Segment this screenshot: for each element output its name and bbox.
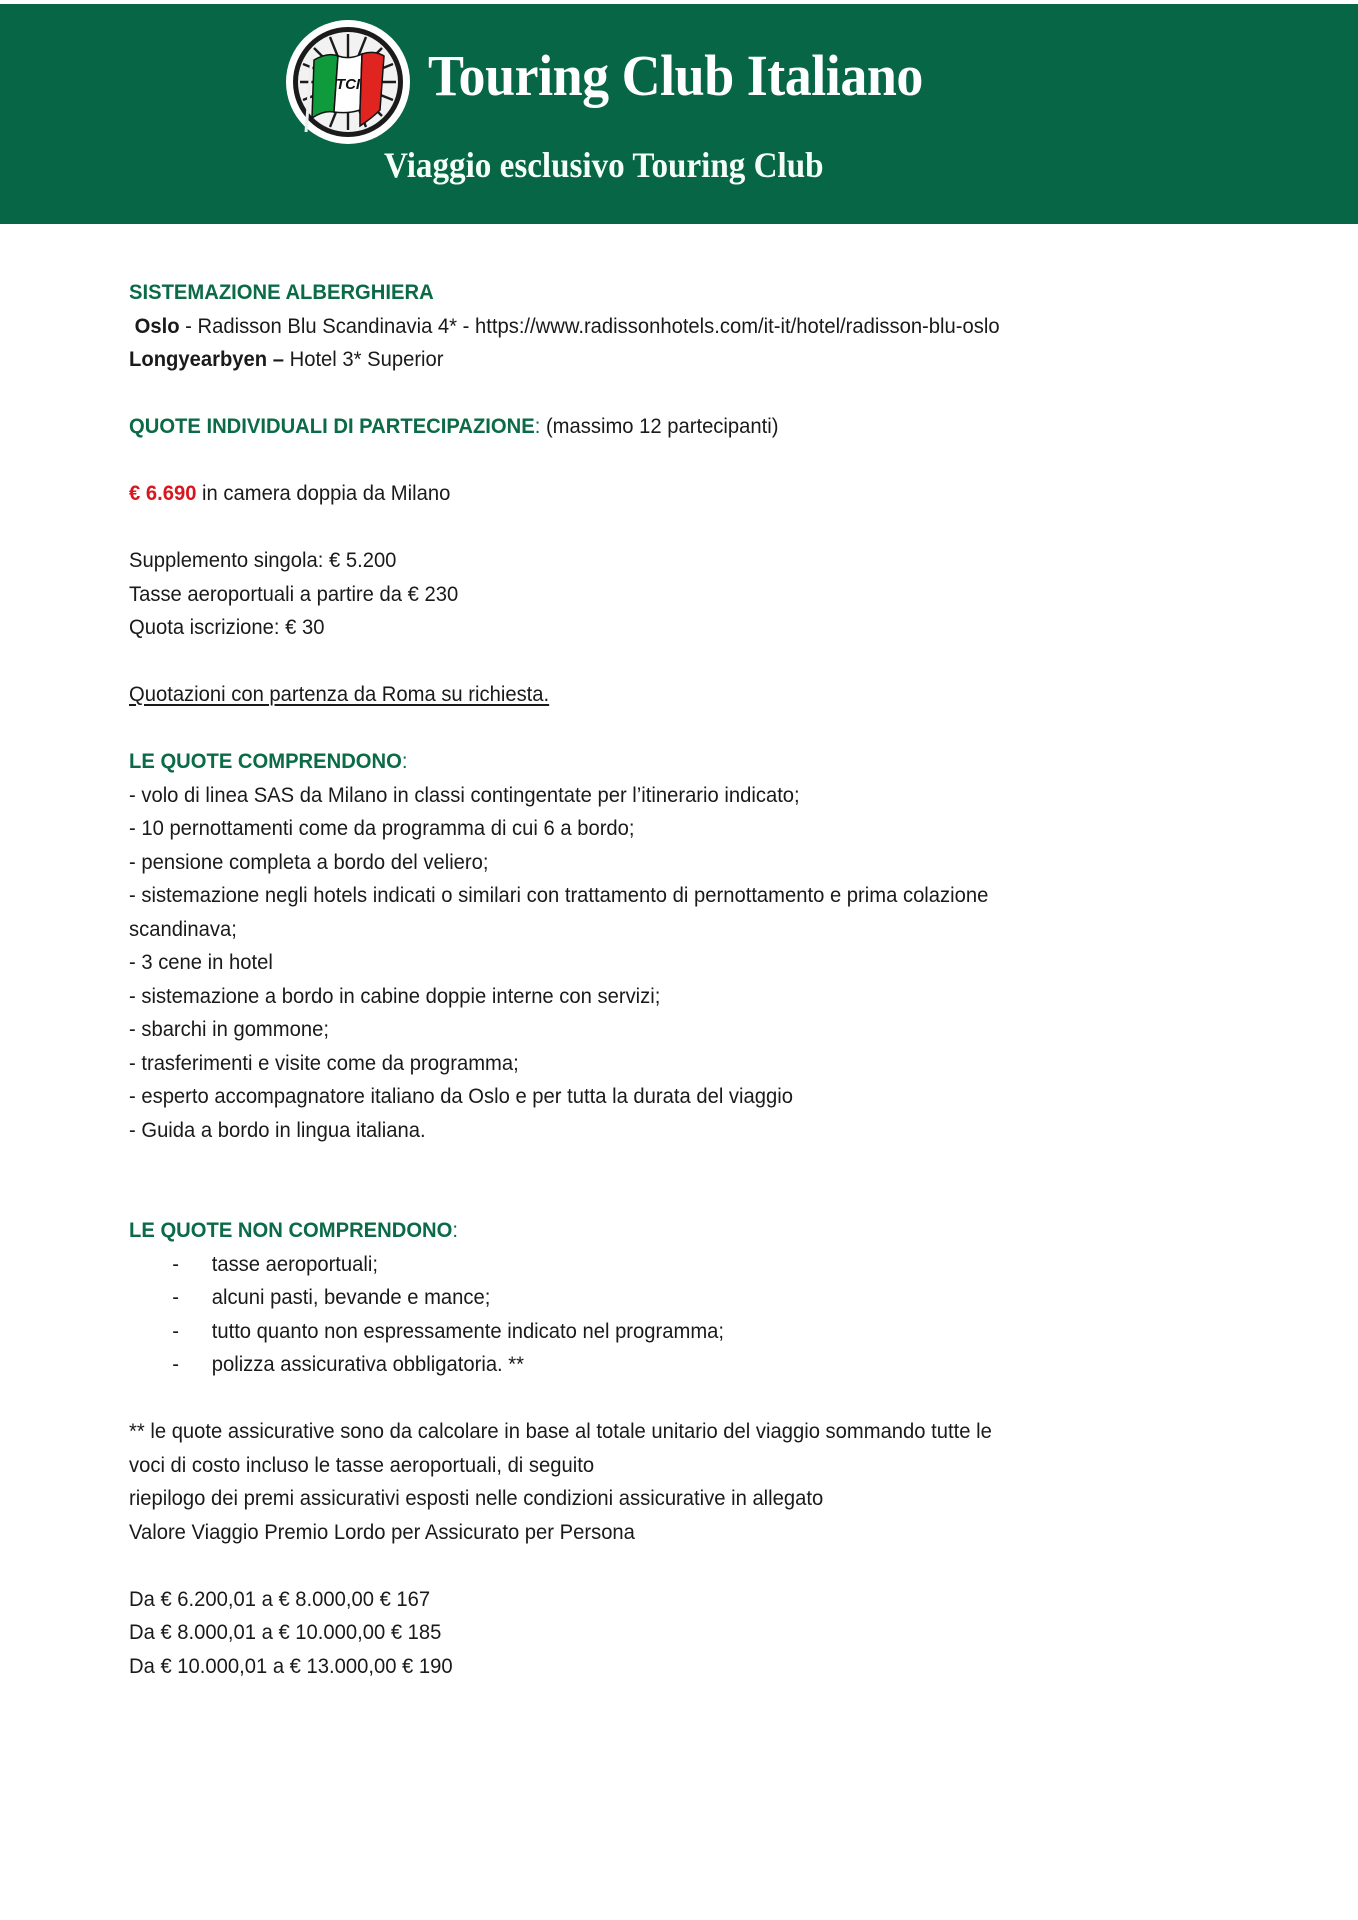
hotel-city: Oslo xyxy=(134,313,180,338)
hotel-detail: Radisson Blu Scandinavia 4* - https://www.radissonhotels.com/it-it/hotel/radisson-blu-oslo xyxy=(197,313,1000,338)
insurance-bracket: Da € 6.200,01 a € 8.000,00 € 167 xyxy=(129,1586,431,1611)
trip-subtitle: Viaggio esclusivo Touring Club xyxy=(384,145,824,185)
dash-bullet-icon: - xyxy=(172,1318,179,1343)
included-item: - pensione completa a bordo del veliero; xyxy=(129,849,489,874)
document-body xyxy=(129,276,1259,1683)
dash-bullet-icon: - xyxy=(172,1352,179,1376)
hotel-oslo: Oslo - Radisson Blu Scandinavia 4* - https://www.radissonhotels.com/it-it/hotel/radisson-blu-oslo xyxy=(134,313,1000,338)
included-item: - 3 cene in hotel xyxy=(129,950,273,974)
included-item: - sbarchi in gommone; xyxy=(129,1017,329,1041)
insurance-table-header: Valore Viaggio Premio Lordo per Assicurato per Persona xyxy=(129,1519,635,1544)
not-included-item: - polizza assicurativa obbligatoria. ** xyxy=(129,1348,1191,1382)
pricing-heading: QUOTE INDIVIDUALI DI PARTECIPAZIONE xyxy=(129,414,535,438)
included-item: - Guida a bordo in lingua italiana. xyxy=(129,1117,426,1142)
organization-title: Touring Club Italiano xyxy=(428,43,923,108)
included-item: - esperto accompagnatore italiano da Oslo e per tutta la durata del viaggio xyxy=(129,1084,793,1108)
not-included-item: - alcuni pasti, bevande e mance; xyxy=(129,1281,1191,1315)
hotel-city: Longyearbyen xyxy=(129,347,268,371)
included-item-continuation: scandinava; xyxy=(129,916,237,941)
touring-club-logo-icon xyxy=(284,18,412,146)
rome-departure-note: Quotazioni con partenza da Roma su richiesta. xyxy=(129,682,550,706)
insurance-bracket: Da € 10.000,01 a € 13.000,00 € 190 xyxy=(129,1653,453,1678)
not-included-heading-line: LE QUOTE NON COMPRENDONO: xyxy=(129,1218,458,1242)
included-item: - 10 pernottamenti come da programma di cui 6 a bordo; xyxy=(129,816,635,840)
insurance-note-line: riepilogo dei premi assicurativi esposti nelle condizioni assicurative in allegato xyxy=(129,1486,824,1510)
included-item: - sistemazione negli hotels indicati o similari con trattamento di pernottamento e prima colazione xyxy=(129,883,989,907)
insurance-bracket: Da € 8.000,01 a € 10.000,00 € 185 xyxy=(129,1620,442,1644)
dash-bullet-icon: - xyxy=(172,1251,179,1276)
main-price: € 6.690 xyxy=(129,481,197,505)
registration-fee: Quota iscrizione: € 30 xyxy=(129,615,325,639)
airport-taxes: Tasse aeroportuali a partire da € 230 xyxy=(129,581,459,606)
accommodation-heading: SISTEMAZIONE ALBERGHIERA xyxy=(129,280,434,304)
main-price-line xyxy=(129,477,1191,511)
pricing-heading-line: QUOTE INDIVIDUALI DI PARTECIPAZIONE: (massimo 12 partecipanti) xyxy=(129,414,779,438)
insurance-note-line: ** le quote assicurative sono da calcolare in base al totale unitario del viaggio sommando tutte le xyxy=(129,1419,992,1443)
not-included-item: - tutto quanto non espressamente indicato nel programma; xyxy=(129,1315,1191,1349)
hotel-longyearbyen: Longyearbyen – Hotel 3* Superior xyxy=(129,347,444,371)
included-item: - sistemazione a bordo in cabine doppie interne con servizi; xyxy=(129,983,661,1008)
included-item: - trasferimenti e visite come da programma; xyxy=(129,1050,519,1075)
included-heading-line: LE QUOTE COMPRENDONO: xyxy=(129,749,408,773)
not-included-heading: LE QUOTE NON COMPRENDONO xyxy=(129,1218,453,1242)
single-supplement: Supplemento singola: € 5.200 xyxy=(129,548,397,572)
hotel-detail: Hotel 3* Superior xyxy=(289,347,444,371)
not-included-item: - tasse aeroportuali; xyxy=(129,1248,1191,1282)
main-price-note: in camera doppia da Milano xyxy=(196,481,451,505)
header-banner xyxy=(0,4,1358,224)
dash-bullet-icon: - xyxy=(172,1285,179,1309)
included-item: - volo di linea SAS da Milano in classi contingentate per l’itinerario indicato; xyxy=(129,782,800,807)
svg-text:TCI: TCI xyxy=(335,76,361,93)
participants-note: (massimo 12 partecipanti) xyxy=(540,414,779,438)
insurance-note-line: voci di costo incluso le tasse aeroportuali, di seguito xyxy=(129,1452,595,1477)
included-heading: LE QUOTE COMPRENDONO xyxy=(129,749,402,773)
